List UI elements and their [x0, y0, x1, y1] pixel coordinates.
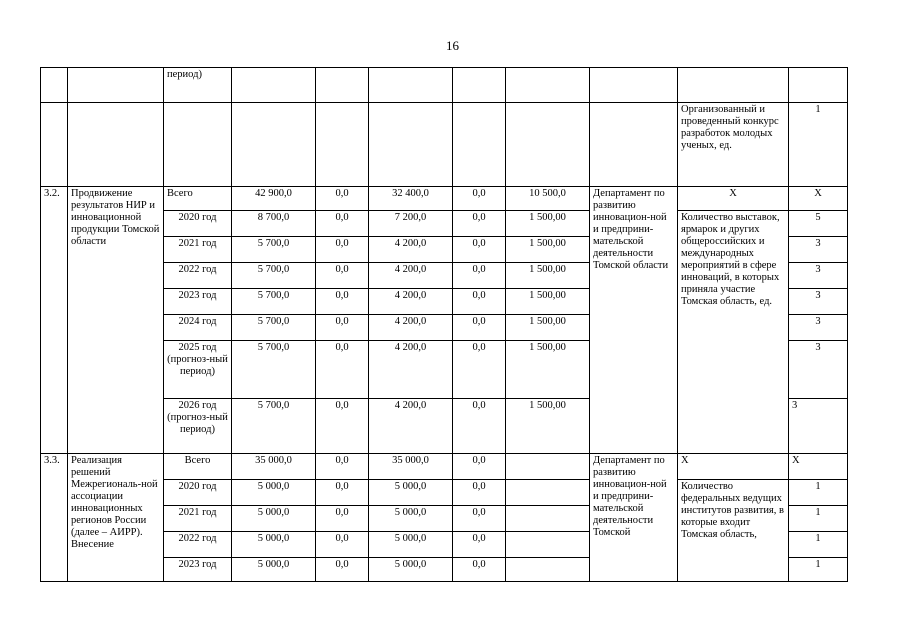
local-value: 0,0: [453, 480, 506, 506]
year-label: 2020 год: [164, 480, 232, 506]
regional-value: 4 200,0: [369, 341, 453, 399]
year-label: 2024 год: [164, 315, 232, 341]
total-value: 5 000,0: [232, 558, 316, 582]
indicator-value: 1: [789, 558, 848, 582]
total-value: 5 700,0: [232, 399, 316, 454]
year-label: 2022 год: [164, 532, 232, 558]
other-value: [506, 480, 590, 506]
local-value: 0,0: [453, 341, 506, 399]
indicator-value: 1: [789, 506, 848, 532]
indicator-value: 1: [789, 480, 848, 506]
other-value: 1 500,00: [506, 211, 590, 237]
regional-value: 5 000,0: [369, 558, 453, 582]
total-value: 5 700,0: [232, 315, 316, 341]
federal-value: 0,0: [316, 289, 369, 315]
year-label: 2020 год: [164, 211, 232, 237]
federal-value: 0,0: [316, 211, 369, 237]
table-row: [41, 187, 848, 211]
indicator-value: 5: [789, 211, 848, 237]
federal-value: 0,0: [316, 454, 369, 480]
program-table: [40, 67, 848, 582]
carry-row-indicator: [41, 103, 848, 187]
local-value: 0,0: [453, 289, 506, 315]
total-value: 5 700,0: [232, 263, 316, 289]
local-value: 0,0: [453, 532, 506, 558]
cell-period-tail: период): [164, 68, 232, 103]
other-value: 1 500,00: [506, 289, 590, 315]
federal-value: 0,0: [316, 558, 369, 582]
indicator-name: Количество федеральных ведущих институтов развития, в которые входит Томская область,: [678, 480, 789, 582]
indicator-name: Х: [678, 187, 789, 211]
year-label: 2021 год: [164, 506, 232, 532]
indicator-value: 3: [789, 263, 848, 289]
indicator-value: 3: [789, 341, 848, 399]
cell-num: [41, 68, 68, 103]
total-value: 8 700,0: [232, 211, 316, 237]
total-value: 5 000,0: [232, 532, 316, 558]
other-value: 1 500,00: [506, 237, 590, 263]
indicator-value: 3: [789, 315, 848, 341]
year-label: 2025 год (прогноз-ный период): [164, 341, 232, 399]
other-value: 10 500,0: [506, 187, 590, 211]
row-number: 3.2.: [41, 187, 68, 454]
federal-value: 0,0: [316, 263, 369, 289]
measure-name: Реализация решений Межрегиональ-ной ассоциации инновационных регионов России (далее – АИРР). Внесение: [68, 454, 164, 582]
regional-value: 4 200,0: [369, 289, 453, 315]
other-value: [506, 454, 590, 480]
indicator-name: Х: [678, 454, 789, 480]
year-label: 2021 год: [164, 237, 232, 263]
year-label: Всего: [164, 454, 232, 480]
year-label: 2022 год: [164, 263, 232, 289]
federal-value: 0,0: [316, 399, 369, 454]
local-value: 0,0: [453, 399, 506, 454]
table-row: [41, 454, 848, 480]
total-value: 5 700,0: [232, 237, 316, 263]
page-number: 16: [446, 38, 459, 53]
regional-value: 32 400,0: [369, 187, 453, 211]
local-value: 0,0: [453, 237, 506, 263]
executor: Департамент по развитию инновацион-ной и предприни-мательской деятельности Томской: [590, 454, 678, 582]
total-value: 5 700,0: [232, 289, 316, 315]
carry-row: [41, 68, 848, 103]
regional-value: 4 200,0: [369, 237, 453, 263]
regional-value: 7 200,0: [369, 211, 453, 237]
total-value: 5 000,0: [232, 506, 316, 532]
regional-value: 4 200,0: [369, 399, 453, 454]
year-label: Всего: [164, 187, 232, 211]
federal-value: 0,0: [316, 506, 369, 532]
indicator-value: 3: [789, 237, 848, 263]
local-value: 0,0: [453, 211, 506, 237]
regional-value: 5 000,0: [369, 532, 453, 558]
indicator-value: 3: [789, 289, 848, 315]
indicator-value: Х: [789, 187, 848, 211]
regional-value: 4 200,0: [369, 315, 453, 341]
total-value: 5 700,0: [232, 341, 316, 399]
other-value: 1 500,00: [506, 315, 590, 341]
local-value: 0,0: [453, 315, 506, 341]
indicator-value: Х: [789, 454, 848, 480]
executor: Департамент по развитию инновацион-ной и предприни-мательской деятельности Томской области: [590, 187, 678, 454]
year-label: 2026 год (прогноз-ный период): [164, 399, 232, 454]
regional-value: 4 200,0: [369, 263, 453, 289]
federal-value: 0,0: [316, 237, 369, 263]
other-value: [506, 532, 590, 558]
indicator-value: 3: [789, 399, 848, 454]
total-value: 42 900,0: [232, 187, 316, 211]
indicator-name: Организованный и проведенный конкурс разработок молодых ученых, ед.: [678, 103, 789, 187]
total-value: 5 000,0: [232, 480, 316, 506]
federal-value: 0,0: [316, 341, 369, 399]
federal-value: 0,0: [316, 187, 369, 211]
other-value: 1 500,00: [506, 399, 590, 454]
year-label: 2023 год: [164, 558, 232, 582]
measure-name: Продвижение результатов НИР и инновационной продукции Томской области: [68, 187, 164, 454]
regional-value: 5 000,0: [369, 506, 453, 532]
other-value: [506, 506, 590, 532]
local-value: 0,0: [453, 506, 506, 532]
other-value: 1 500,00: [506, 263, 590, 289]
local-value: 0,0: [453, 263, 506, 289]
year-label: 2023 год: [164, 289, 232, 315]
local-value: 0,0: [453, 454, 506, 480]
row-number: 3.3.: [41, 454, 68, 582]
federal-value: 0,0: [316, 480, 369, 506]
other-value: 1 500,00: [506, 341, 590, 399]
federal-value: 0,0: [316, 532, 369, 558]
local-value: 0,0: [453, 187, 506, 211]
cell-name: [68, 68, 164, 103]
federal-value: 0,0: [316, 315, 369, 341]
indicator-value: 1: [789, 532, 848, 558]
local-value: 0,0: [453, 558, 506, 582]
indicator-name: Количество выставок, ярмарок и других общероссийских и международных мероприятий в сфере инноваций, в которых приняла участие Томская область, ед.: [678, 211, 789, 454]
indicator-value: 1: [789, 103, 848, 187]
total-value: 35 000,0: [232, 454, 316, 480]
regional-value: 35 000,0: [369, 454, 453, 480]
regional-value: 5 000,0: [369, 480, 453, 506]
other-value: [506, 558, 590, 582]
